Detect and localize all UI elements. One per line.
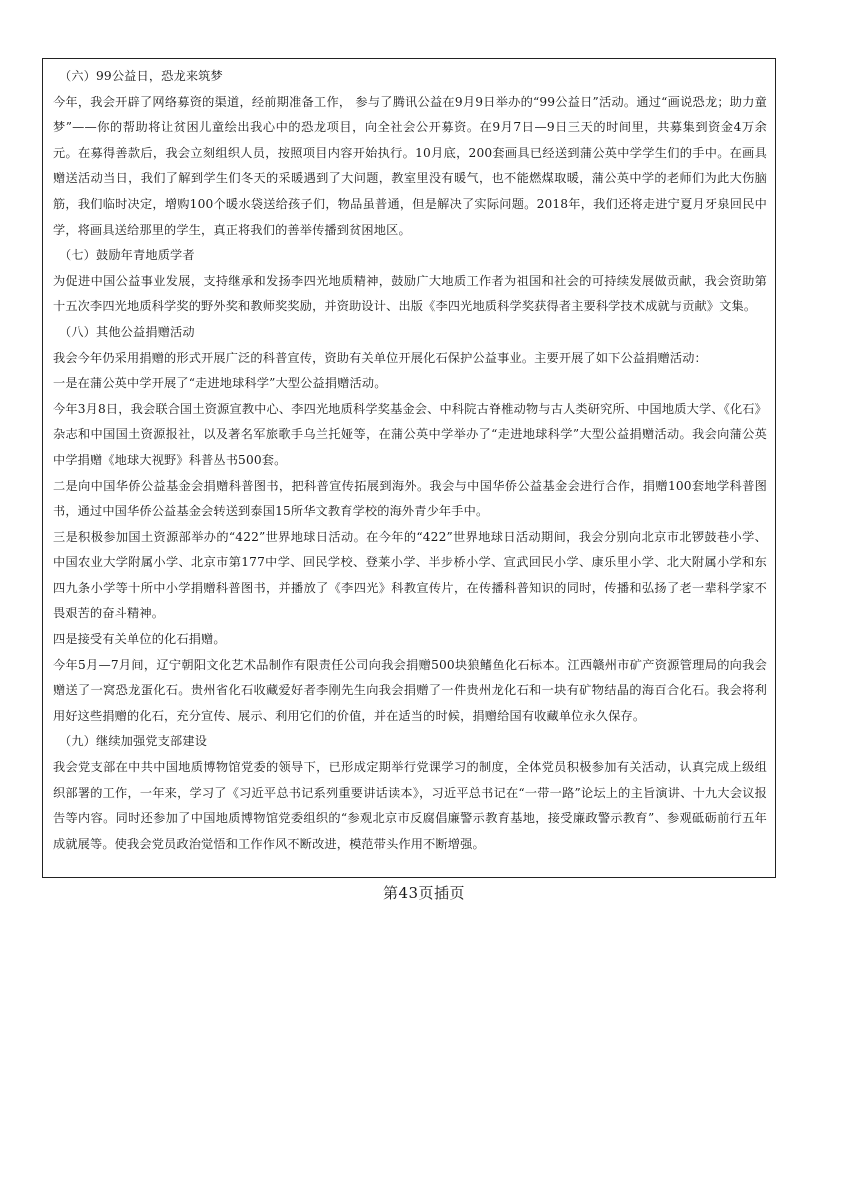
page-caption: 第43页插页 xyxy=(382,884,466,902)
paragraph: 为促进中国公益事业发展，支持继承和发扬李四光地质精神，鼓励广大地质工作者为祖国和社会的可持续发展做贡献，我会资助第十五次李四光地质科学奖的野外奖和教师奖奖励，并资助设计、出版《李四光地质科学奖获得者主要科学技术成就与贡献》文集。 xyxy=(53,273,767,314)
section-heading-9: （九）继续加强党支部建设 xyxy=(59,734,208,749)
paragraph: 我会今年仍采用捐赠的形式开展广泛的科普宣传，资助有关单位开展化石保护公益事业。主要开展了如下公益捐赠活动： xyxy=(53,350,707,365)
paragraph: 我会党支部在中共中国地质博物馆党委的领导下，已形成定期举行党课学习的制度，全体党员积极参加有关活动，认真完成上级组织部署的工作，一年来，学习了《习近平总书记系列重要讲话读本》，习近平总书记在“一带一路”论坛上的主旨演讲、十九大会议报告等内容。同时还参加了中国地质博物馆党委组织的“参观北京市反腐倡廉警示教育基地，接受廉政警示教育”、参观砥砺前行五年成就展等。使我会党员政治觉悟和工作作风不断改进，模范带头作用不断增强。 xyxy=(53,760,767,851)
content-frame xyxy=(42,58,776,878)
paragraph: 四是接受有关单位的化石捐赠。 xyxy=(53,632,226,647)
paragraph: 二是向中国华侨公益基金会捐赠科普图书，把科普宣传拓展到海外。我会与中国华侨公益基金会进行合作，捐赠100套地学科普图书，通过中国华侨公益基金会转送到泰国15所华文教育学校的海外青少年手中。 xyxy=(53,478,767,519)
paragraph: 三是积极参加国土资源部举办的“422”世界地球日活动。在今年的“422”世界地球日活动期间，我会分别向北京市北锣鼓巷小学、中国农业大学附属小学、北京市第177中学、回民学校、登莱小学、半步桥小学、宣武回民小学、康乐里小学、北大附属小学和东四九条小学等十所中小学捐赠科普图书，并播放了《李四光》科教宣传片，在传播科普知识的同时，传播和弘扬了老一辈科学家不畏艰苦的奋斗精神。 xyxy=(53,529,767,621)
section-heading-7: （七）鼓励年青地质学者 xyxy=(59,248,195,263)
paragraph: 今年3月8日，我会联合国土资源宣教中心、李四光地质科学奖基金会、中科院古脊椎动物与古人类研究所、中国地质大学、《化石》杂志和中国国土资源报社，以及著名军旅歌手乌兰托娅等，在蒲公英中学举办了“走进地球科学”大型公益捐赠活动。我会向蒲公英中学捐赠《地球大视野》科普丛书500套。 xyxy=(53,401,767,467)
paragraph: 今年5月—7月间，辽宁朝阳文化艺术品制作有限责任公司向我会捐赠500块狼鳍鱼化石标本。江西赣州市矿产资源管理局的向我会赠送了一窝恐龙蛋化石。贵州省化石收藏爱好者李刚先生向我会捐赠了一件贵州龙化石和一块有矿物结晶的海百合化石。我会将利用好这些捐赠的化石，充分宣传、展示、利用它们的价值，并在适当的时候，捐赠给国有收藏单位永久保存。 xyxy=(53,657,767,723)
paragraph: 一是在蒲公英中学开展了“走进地球科学”大型公益捐赠活动。 xyxy=(53,376,387,391)
section-heading-6: （六）99公益日，恐龙来筑梦 xyxy=(59,69,223,83)
paragraph: 今年，我会开辟了网络募资的渠道，经前期准备工作， 参与了腾讯公益在9月9日举办的“99公益日”活动。通过“画说恐龙；助力童梦”——你的帮助将让贫困儿童绘出我心中的恐龙项目，向全社会公开募资。在9月7日—9日三天的时间里，共募集到资金4万余元。在募得善款后，我会立刻组织人员，按照项目内容开始执行。10月底，200套画具已经送到蒲公英中学学生们的手中。在画具赠送活动当日，我们了解到学生们冬天的采暖遇到了大问题，教室里没有暖气，也不能燃煤取暖，蒲公英中学的老师们为此大伤脑筋，我们临时决定，增购100个暖水袋送给孩子们，物品虽普通，但是解决了实际问题。2018年，我们还将走进宁夏月牙泉回民中学，将画具送给那里的学生，真正将我们的善举传播到贫困地区。 xyxy=(53,94,767,237)
section-heading-8: （八）其他公益捐赠活动 xyxy=(59,324,195,339)
